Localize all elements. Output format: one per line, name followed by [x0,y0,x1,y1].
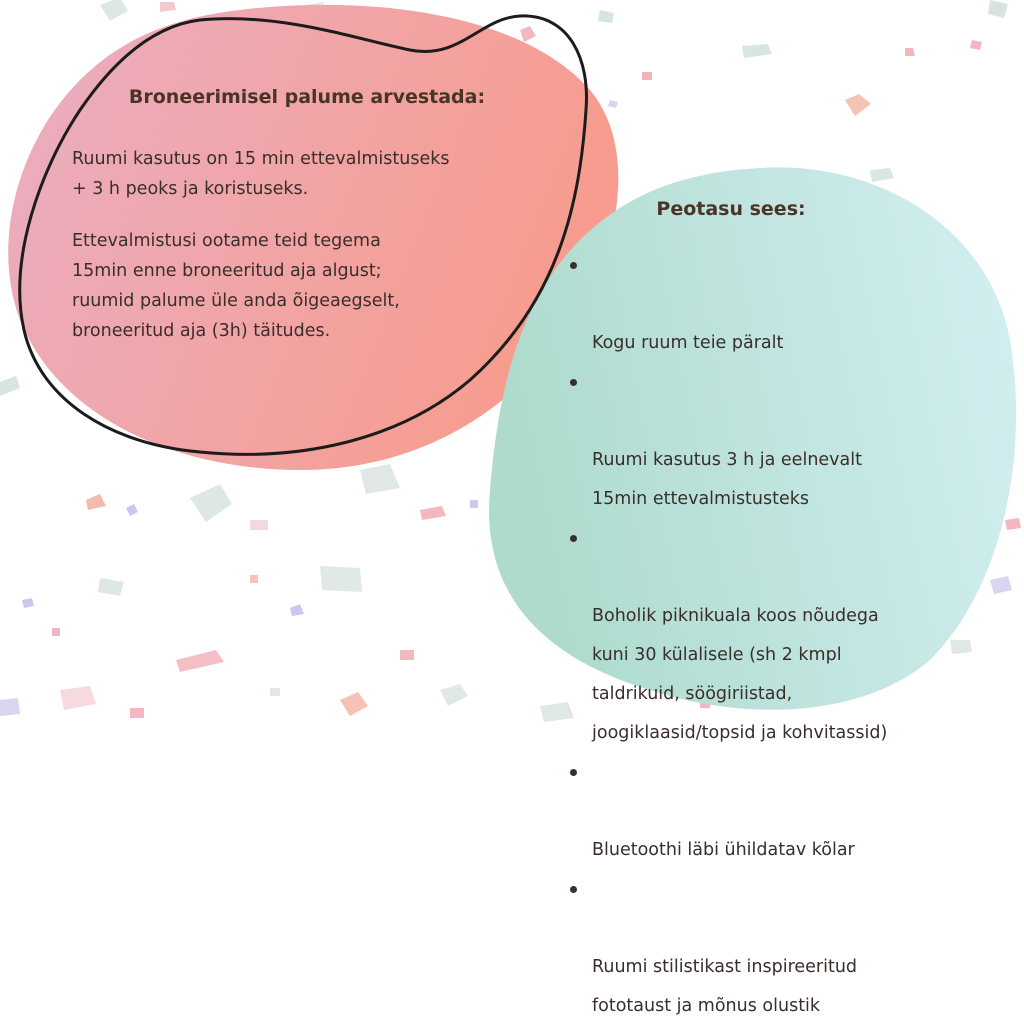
list-item-text: Ruumi stilistikast inspireeritud fototaust ja mõnus olustik [592,957,858,1016]
list-item-text: Bluetoothi läbi ühildatav kõlar [592,840,855,860]
booking-paragraph-1: Ruumi kasutus on 15 min ettevalmistuseks + 3 h peoks ja koristuseks. [72,149,450,199]
booking-title: Broneerimisel palume arvestada: [128,86,486,108]
bullet-icon [570,535,577,542]
booking-notes [72,86,572,368]
list-item-text: Boholik piknikuala koos nõudega kuni 30 külalisele (sh 2 kmpl taldrikuid, söögiriistad, joogiklaasid/topsid ja kohvitassid) [592,606,888,743]
bullet-icon [570,886,577,893]
list-item [566,753,996,870]
bullet-icon [570,262,577,269]
list-item [566,519,996,753]
included-title: Peotasu sees: [656,198,806,220]
bullet-icon [570,769,577,776]
bullet-icon [570,379,577,386]
booking-paragraph-2: Ettevalmistusi ootame teid tegema 15min enne broneeritud aja algust; ruumid palume üle anda õigeaegselt, broneeritud aja (3h) täitudes. [72,231,400,341]
list-item [566,870,996,1026]
included-list [566,246,996,1026]
list-item-text: Ruumi kasutus 3 h ja eelnevalt 15min ettevalmistusteks [592,450,862,509]
list-item [566,363,996,519]
list-item-text: Kogu ruum teie päralt [592,333,784,353]
included-section [566,198,996,1026]
list-item [566,246,996,363]
